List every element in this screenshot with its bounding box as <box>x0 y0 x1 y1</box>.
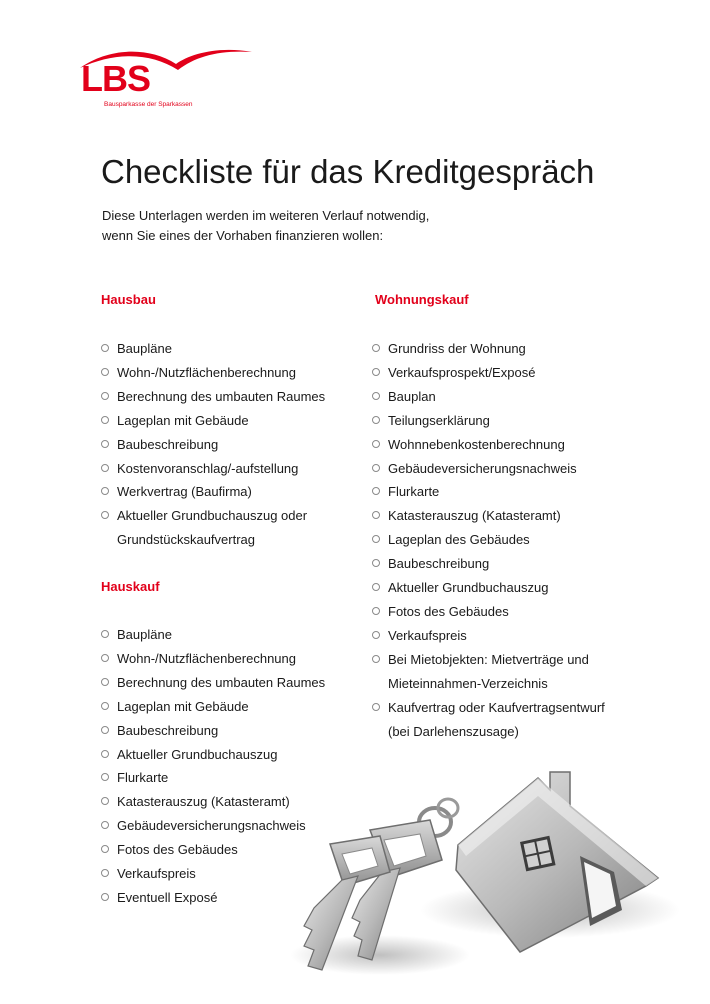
checklist-item-label: Aktueller Grundbuchauszug <box>388 580 549 596</box>
checkbox-circle-icon[interactable] <box>372 607 380 615</box>
checkbox-circle-icon[interactable] <box>101 368 109 376</box>
checklist-item[interactable] <box>101 337 325 361</box>
checkbox-circle-icon[interactable] <box>101 726 109 734</box>
checklist-item-label: Werkvertrag (Baufirma) <box>117 484 252 500</box>
page-title: Checkliste für das Kreditgespräch <box>101 153 595 190</box>
checklist-item-continuation <box>101 528 325 552</box>
checklist-item-label: Lageplan mit Gebäude <box>117 412 249 428</box>
checkbox-circle-icon[interactable] <box>372 344 380 352</box>
checkbox-circle-icon[interactable] <box>101 678 109 686</box>
checklist-item-label: Berechnung des umbauten Raumes <box>117 388 326 404</box>
checkbox-circle-icon[interactable] <box>101 702 109 710</box>
checkbox-circle-icon[interactable] <box>101 392 109 400</box>
checklist-item[interactable] <box>101 457 325 481</box>
checkbox-circle-icon[interactable] <box>372 583 380 591</box>
checkbox-circle-icon[interactable] <box>101 654 109 662</box>
checklist-item-label: Wohnnebenkostenberechnung <box>388 436 565 452</box>
checklist-item-label: Kostenvoranschlag/-aufstellung <box>117 460 299 476</box>
logo-tagline: Bausparkasse der Sparkassen <box>104 101 193 108</box>
checklist-item-label: Baubeschreibung <box>117 436 219 452</box>
checklist-item[interactable] <box>372 600 605 624</box>
checklist-item[interactable] <box>372 337 605 361</box>
section-heading-hausbau: Hausbau <box>101 292 156 307</box>
checkbox-circle-icon[interactable] <box>372 703 380 711</box>
house-keys-image <box>270 760 700 990</box>
checkbox-circle-icon[interactable] <box>101 893 109 901</box>
intro-line: wenn Sie eines der Vorhaben finanzieren wollen: <box>102 228 384 243</box>
checklist-item[interactable] <box>372 504 605 528</box>
checkbox-circle-icon[interactable] <box>372 464 380 472</box>
checklist-item-label: Verkaufsprospekt/Exposé <box>388 364 536 380</box>
checklist-item-label: Verkaufspreis <box>388 627 467 643</box>
checkbox-circle-icon[interactable] <box>372 416 380 424</box>
checklist-item-label: Aktueller Grundbuchauszug oder <box>117 508 308 524</box>
lbs-logo <box>78 44 258 114</box>
checklist-item-label: Baupläne <box>117 341 172 356</box>
checkbox-circle-icon[interactable] <box>372 559 380 567</box>
checklist-item[interactable] <box>372 696 605 720</box>
checklist-item[interactable] <box>101 480 325 504</box>
section-heading-wohnungskauf: Wohnungskauf <box>375 292 469 307</box>
checkbox-circle-icon[interactable] <box>101 344 109 352</box>
checklist-item[interactable] <box>372 361 605 385</box>
checklist-item[interactable] <box>101 385 325 409</box>
checklist-item[interactable] <box>372 624 605 648</box>
checklist-item[interactable] <box>101 671 325 695</box>
checklist-item-label: Wohn-/Nutzflächenberechnung <box>117 650 296 666</box>
section-heading-hauskauf: Hauskauf <box>101 579 160 594</box>
checkbox-circle-icon[interactable] <box>101 750 109 758</box>
checklist-item-label: Fotos des Gebäudes <box>388 603 509 619</box>
checklist-item[interactable] <box>101 695 325 719</box>
checklist-item[interactable] <box>372 528 605 552</box>
checklist-item[interactable] <box>101 433 325 457</box>
intro-text <box>102 206 429 246</box>
checklist-item[interactable] <box>372 576 605 600</box>
checklist-item-label: Gebäudeversicherungsnachweis <box>117 818 306 834</box>
checkbox-circle-icon[interactable] <box>101 773 109 781</box>
checklist-item[interactable] <box>372 480 605 504</box>
checklist-item-label: (bei Darlehenszusage) <box>388 723 519 739</box>
checklist-item[interactable] <box>372 409 605 433</box>
checklist-item-label: Baubeschreibung <box>388 556 490 572</box>
checklist-item[interactable] <box>372 552 605 576</box>
checklist-item[interactable] <box>101 504 325 528</box>
checkbox-circle-icon[interactable] <box>101 869 109 877</box>
checkbox-circle-icon[interactable] <box>372 631 380 639</box>
checklist-wohnungskauf <box>372 337 605 743</box>
checkbox-circle-icon[interactable] <box>372 655 380 663</box>
checklist-item-label: Bauplan <box>388 388 436 404</box>
checklist-item-label: Wohn-/Nutzflächenberechnung <box>117 364 296 380</box>
checklist-item-label: Baubeschreibung <box>117 722 219 738</box>
checkbox-circle-icon[interactable] <box>372 511 380 519</box>
checklist-item-label: Fotos des Gebäudes <box>117 842 238 858</box>
checklist-item-continuation <box>372 720 605 744</box>
checklist-item[interactable] <box>101 623 325 647</box>
checklist-item[interactable] <box>372 457 605 481</box>
checklist-item[interactable] <box>101 719 325 743</box>
checkbox-circle-icon[interactable] <box>101 821 109 829</box>
checkbox-circle-icon[interactable] <box>101 487 109 495</box>
checklist-item-label: Mieteinnahmen-Verzeichnis <box>388 675 548 691</box>
checklist-item-label: Flurkarte <box>388 484 440 500</box>
checkbox-circle-icon[interactable] <box>101 511 109 519</box>
checklist-item[interactable] <box>372 433 605 457</box>
checkbox-circle-icon[interactable] <box>372 440 380 448</box>
checklist-item-continuation <box>372 672 605 696</box>
checkbox-circle-icon[interactable] <box>101 464 109 472</box>
checklist-item[interactable] <box>101 647 325 671</box>
checkbox-circle-icon[interactable] <box>101 416 109 424</box>
checklist-item-label: Kaufvertrag oder Kaufvertragsentwurf <box>388 699 605 715</box>
checklist-item-label: Berechnung des umbauten Raumes <box>117 674 326 690</box>
checklist-item[interactable] <box>101 361 325 385</box>
checklist-item-label: Baupläne <box>117 627 172 642</box>
checklist-item-label: Flurkarte <box>117 770 169 786</box>
checkbox-circle-icon[interactable] <box>101 630 109 638</box>
checkbox-circle-icon[interactable] <box>101 845 109 853</box>
checklist-item-label: Grundstückskaufvertrag <box>117 532 256 548</box>
checklist-item-label: Katasterauszug (Katasteramt) <box>388 508 561 524</box>
intro-line: Diese Unterlagen werden im weiteren Verlauf notwendig, <box>102 208 430 223</box>
checkbox-circle-icon[interactable] <box>372 392 380 400</box>
checklist-hausbau <box>101 337 325 552</box>
checklist-item-label: Gebäudeversicherungsnachweis <box>388 460 577 476</box>
checklist-item-label: Eventuell Exposé <box>117 889 218 905</box>
checklist-item-label: Katasterauszug (Katasteramt) <box>117 794 290 810</box>
checklist-item[interactable] <box>372 385 605 409</box>
checklist-item-label: Teilungserklärung <box>388 412 490 428</box>
checklist-item-label: Bei Mietobjekten: Mietverträge und <box>388 651 589 667</box>
checkbox-circle-icon[interactable] <box>101 440 109 448</box>
checklist-item-label: Lageplan des Gebäudes <box>388 532 530 548</box>
checkbox-circle-icon[interactable] <box>372 535 380 543</box>
logo-brand-text: LBS <box>81 58 150 99</box>
checklist-item[interactable] <box>372 648 605 672</box>
checklist-item-label: Lageplan mit Gebäude <box>117 698 249 714</box>
checkbox-circle-icon[interactable] <box>372 487 380 495</box>
checkbox-circle-icon[interactable] <box>372 368 380 376</box>
checklist-item-label: Verkaufspreis <box>117 866 196 882</box>
checklist-item-label: Aktueller Grundbuchauszug <box>117 746 278 762</box>
checklist-item-label: Grundriss der Wohnung <box>388 341 526 356</box>
checkbox-circle-icon[interactable] <box>101 797 109 805</box>
checklist-item[interactable] <box>101 409 325 433</box>
